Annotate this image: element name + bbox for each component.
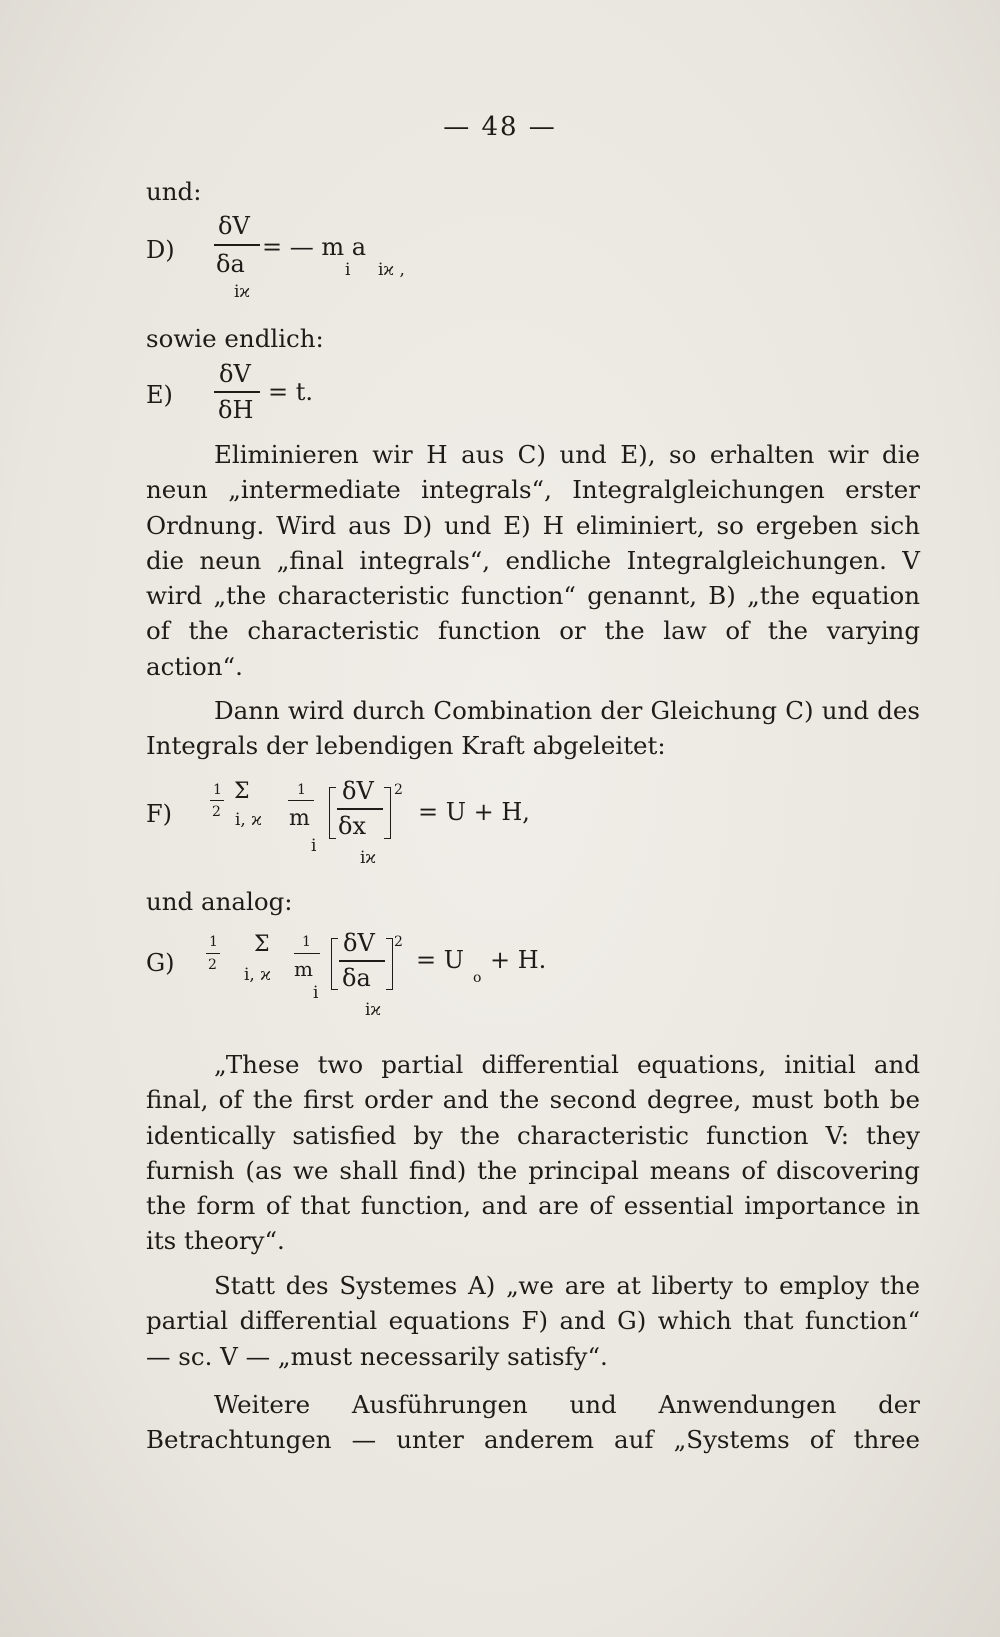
equation-f-half-num: 1 — [213, 782, 222, 798]
paragraph-combination-text: Dann wird durch Combination der Gleichung C) und des Integrals der lebendigen Kraft abgeleitet: — [146, 696, 920, 761]
equation-g-m-num: 1 — [302, 934, 311, 950]
equation-g-numerator: δV — [343, 929, 375, 957]
paragraph-these-two — [146, 1047, 920, 1259]
equation-d-numerator: δV — [218, 212, 250, 240]
equation-e-label: E) — [146, 381, 173, 409]
equation-f-half-den: 2 — [212, 804, 221, 820]
label-sowie-endlich: sowie endlich: — [146, 324, 324, 353]
equation-f-m-num: 1 — [297, 782, 306, 798]
equation-e-numerator: δV — [219, 360, 251, 388]
equation-g-label: G) — [146, 949, 175, 977]
equation-g-rhs: = U — [416, 946, 464, 974]
equation-f-sigma-sub: i, ϰ — [235, 810, 262, 830]
paragraph-combination — [146, 693, 920, 764]
equation-f-left-bracket — [329, 787, 336, 839]
equation-g-rhs-end: + H. — [490, 946, 547, 974]
equation-f-rhs: = U + H, — [418, 798, 530, 826]
paragraph-statt-text: Statt des Systemes A) „we are at liberty to employ the partial differential equations F) and G) which that function“ — sc. V — „must necessarily satisfy“. — [146, 1271, 920, 1371]
equation-f-m-bar — [288, 800, 314, 801]
equation-f-right-bracket — [384, 787, 391, 839]
equation-e-rhs: = t. — [268, 378, 314, 406]
paragraph-eliminieren — [146, 437, 920, 684]
equation-d-rhs-sub-iz: iϰ , — [378, 260, 405, 280]
equation-e-denominator: δH — [218, 396, 254, 424]
equation-g-half-den: 2 — [208, 957, 217, 973]
paragraph-eliminieren-text: Eliminieren wir H aus C) und E), so erhalten wir die neun „intermediate integrals“, Integralgleichungen erster Ordnung. Wird aus D) und E) H eliminiert, so ergeben sich die neun „final integrals“, endliche Integralgleichungen. V wird „the characteristic function“ genannt, B) „the equation of the characteristic function or the law of the varying action“. — [146, 440, 920, 681]
equation-g-m-bar — [294, 953, 320, 954]
equation-g-half-bar — [206, 953, 220, 954]
paragraph-weitere — [146, 1387, 920, 1458]
page-number: — 48 — — [443, 112, 557, 142]
equation-g-half-num: 1 — [209, 934, 218, 950]
equation-g-right-bracket — [386, 938, 393, 990]
equation-g-fraction-bar — [339, 960, 385, 962]
equation-f-half-bar — [210, 800, 224, 801]
equation-f-m-den: m — [289, 806, 310, 831]
paragraph-statt — [146, 1268, 920, 1374]
label-und: und: — [146, 177, 202, 206]
equation-d-label: D) — [146, 236, 175, 264]
equation-f-sigma: Σ — [234, 779, 250, 804]
equation-g-subscript: iϰ — [365, 1000, 382, 1020]
equation-d-rhs: = — m a — [262, 233, 367, 261]
paragraph-weitere-text: Weitere Ausführungen und Anwendungen der Betrachtungen — unter anderem auf „Systems of three — [146, 1390, 920, 1455]
equation-g-left-bracket — [331, 938, 338, 990]
paragraph-these-two-text: „These two partial differential equations, initial and final, of the first order and the second degree, must both be identically satisfied by the characteristic function V: they furnish (as we shall find) the principal means of discovering the form of that function, and are of essential importance in its theory“. — [146, 1050, 920, 1256]
equation-d-rhs-sub-i: i — [345, 260, 351, 280]
equation-d-subscript: iϰ — [234, 282, 251, 302]
equation-d-fraction-bar — [214, 244, 260, 246]
equation-f-subscript: iϰ — [360, 848, 377, 868]
equation-f-fraction-bar — [337, 808, 383, 810]
label-und-analog: und analog: — [146, 887, 293, 916]
equation-f-denominator: δx — [338, 812, 366, 840]
equation-f-numerator: δV — [342, 777, 374, 805]
equation-g-exponent: 2 — [394, 934, 403, 950]
equation-g-sigma: Σ — [254, 932, 270, 957]
equation-g-m-den: m — [294, 957, 313, 981]
equation-d-denominator: δa — [216, 250, 245, 278]
equation-e-fraction-bar — [214, 391, 260, 393]
equation-f-exponent: 2 — [394, 782, 403, 798]
equation-g-denominator: δa — [342, 964, 371, 992]
equation-g-m-sub: i — [313, 983, 319, 1003]
equation-g-sigma-sub: i, ϰ — [244, 965, 271, 985]
equation-g-rhs-sub: o — [473, 970, 482, 986]
equation-f-label: F) — [146, 800, 173, 828]
equation-f-m-sub: i — [311, 836, 317, 856]
